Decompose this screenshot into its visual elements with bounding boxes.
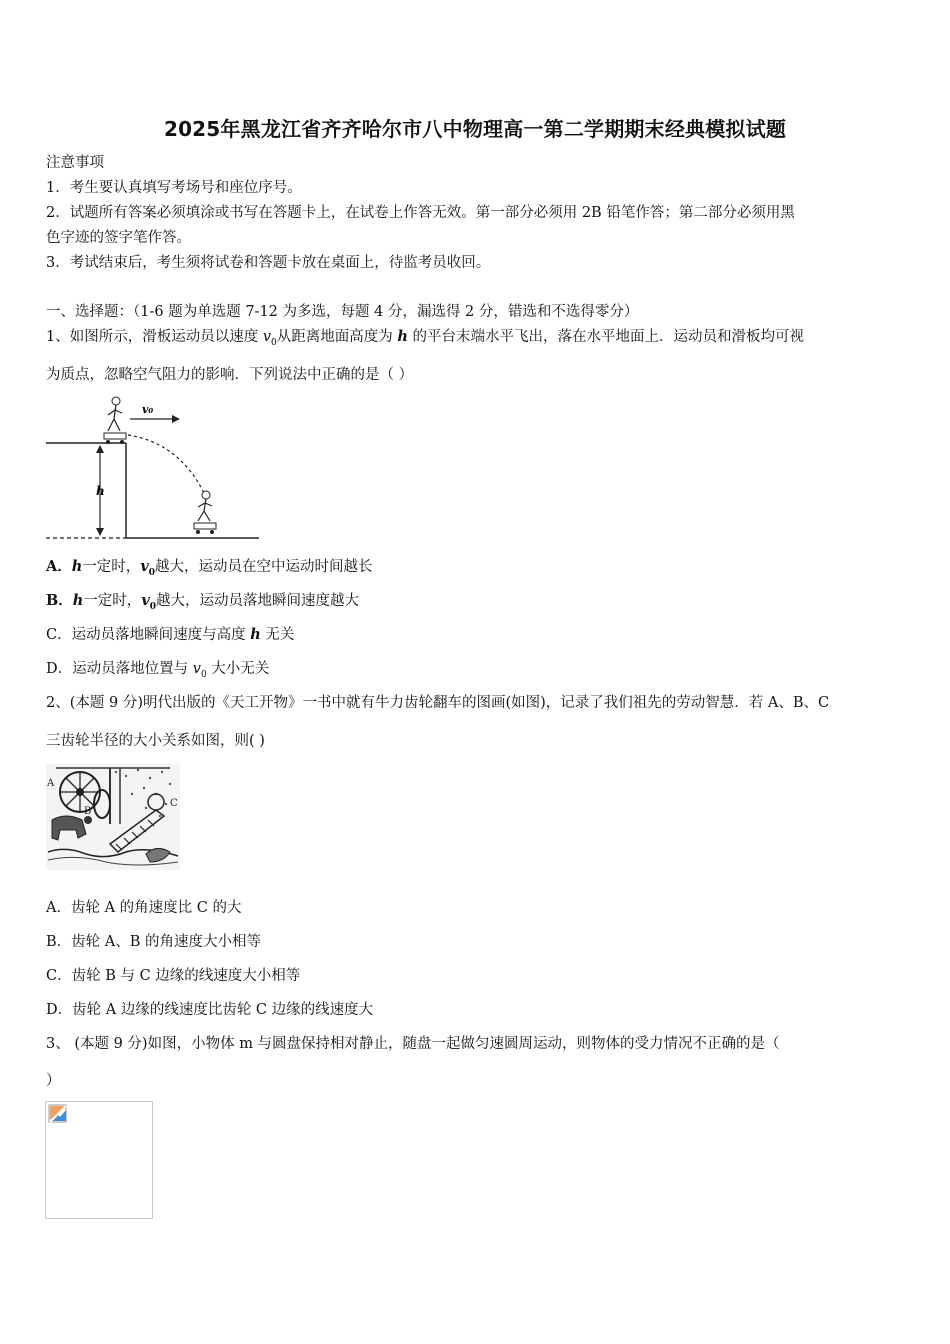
question-2-text: 2、(本题 9 分)明代出版的《天工开物》一书中就有牛力齿轮翻车的图画(如图)，记录了我们祖先的劳动智慧．若 A、B、C (46, 695, 830, 711)
q2-option-d: D．齿轮 A 边缘的线速度比齿轮 C 边缘的线速度大 (46, 1002, 374, 1018)
notice-item: 3．考试结束后，考生须将试卷和答题卡放在桌面上，待监考员收回。 (46, 255, 491, 271)
question-3-text: 3、 (本题 9 分)如图，小物体 m 与圆盘保持相对静止，随盘一起做匀速圆周运动，则物体的受力情况不正确的是（ (46, 1036, 780, 1052)
skateboard-figure (44, 393, 264, 543)
broken-image-icon (48, 1104, 68, 1124)
v0-label: v₀ (142, 403, 154, 416)
q1-option-d: D．运动员落地位置与 $v_0$ 大小无关 (46, 661, 270, 680)
q2-option-c: C．齿轮 B 与 C 边缘的线速度大小相等 (46, 968, 301, 984)
notice-item: 色字迹的签字笔作答。 (46, 230, 191, 246)
q1-option-a: A．h一定时，$v_0$越大，运动员在空中运动时间越长 (46, 558, 373, 578)
q1-option-b: B．h一定时，$v_0$越大，运动员落地瞬间速度越大 (46, 592, 360, 612)
gear-label-b: B (84, 806, 92, 817)
notice-item: 1．考生要认真填写考场号和座位序号。 (46, 180, 302, 196)
h-label: h (96, 484, 105, 498)
question-3-text-cont: ） (46, 1073, 61, 1089)
notice-heading: 注意事项 (46, 155, 104, 171)
notice-item: 2．试题所有答案必须填涂或书写在答题卡上，在试卷上作答无效。第一部分必须用 2B 铅笔作答；第二部分必须用黑 (46, 205, 795, 221)
page-title: 2025年黑龙江省齐齐哈尔市八中物理高一第二学期期末经典模拟试题 (163, 117, 787, 141)
broken-image-placeholder (45, 1101, 153, 1219)
ox-gear-figure (46, 764, 180, 870)
q1-option-c: C．运动员落地瞬间速度与高度 h 无关 (46, 626, 295, 643)
gear-label-a: A (47, 778, 55, 789)
q2-option-b: B．齿轮 A、B 的角速度大小相等 (46, 934, 261, 950)
section-heading: 一、选择题：（1-6 题为单选题 7-12 为多选，每题 4 分，漏选得 2 分，错选和不选得零分） (46, 304, 639, 320)
q2-option-a: A．齿轮 A 的角速度比 C 的大 (46, 900, 242, 916)
gear-label-c: C (170, 798, 178, 809)
question-1-text: 1、如图所示，滑板运动员以速度 $v_0$从距离地面高度为 h 的平台末端水平飞出，落在水平地面上．运动员和滑板均可视 (46, 328, 805, 348)
question-1-text-cont: 为质点，忽略空气阻力的影响．下列说法中正确的是（ ） (46, 367, 414, 383)
question-2-text-cont: 三齿轮半径的大小关系如图，则( ) (46, 733, 265, 749)
